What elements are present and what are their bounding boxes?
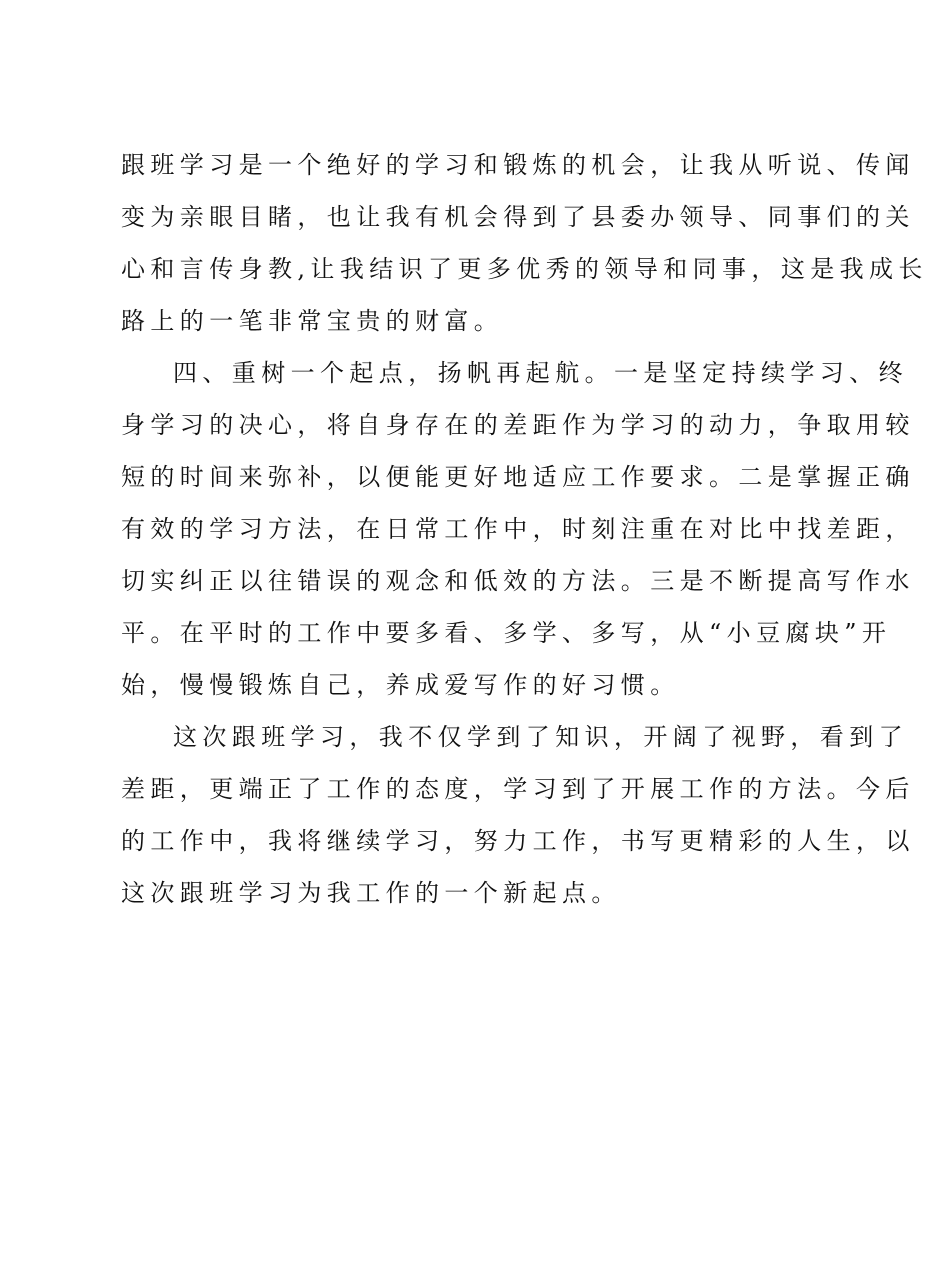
text-line: 的工作中，我将继续学习，努力工作，书写更精彩的人生，以 bbox=[121, 827, 915, 855]
text-line: 始，慢慢锻炼自己，养成爱写作的好习惯。 bbox=[121, 671, 680, 699]
text-line: 平。在平时的工作中要多看、多学、多写，从“小豆腐块”开 bbox=[121, 619, 892, 647]
text-line: 跟班学习是一个绝好的学习和锻炼的机会，让我从听说、传闻 bbox=[121, 151, 915, 179]
text-line: 心和言传身教,让我结识了更多优秀的领导和同事，这是我成长 bbox=[121, 255, 928, 283]
text-line: 差距，更端正了工作的态度，学习到了开展工作的方法。今后 bbox=[121, 775, 915, 803]
text-line: 这次跟班学习，我不仅学到了知识，开阔了视野，看到了 bbox=[173, 723, 908, 751]
text-line: 四、重树一个起点，扬帆再起航。一是坚定持续学习、终 bbox=[173, 359, 908, 387]
document-body bbox=[121, 139, 928, 919]
text-line: 路上的一笔非常宝贵的财富。 bbox=[121, 307, 504, 335]
paragraph-2 bbox=[121, 347, 915, 711]
text-line: 切实纠正以往错误的观念和低效的方法。三是不断提高写作水 bbox=[121, 567, 915, 595]
text-line: 身学习的决心，将自身存在的差距作为学习的动力，争取用较 bbox=[121, 411, 915, 439]
text-line: 这次跟班学习为我工作的一个新起点。 bbox=[121, 879, 621, 907]
paragraph-3 bbox=[121, 711, 915, 919]
text-line: 有效的学习方法，在日常工作中，时刻注重在对比中找差距， bbox=[121, 515, 915, 543]
text-line: 短的时间来弥补，以便能更好地适应工作要求。二是掌握正确 bbox=[121, 463, 915, 491]
paragraph-1 bbox=[121, 139, 928, 347]
text-line: 变为亲眼目睹，也让我有机会得到了县委办领导、同事们的关 bbox=[121, 203, 915, 231]
